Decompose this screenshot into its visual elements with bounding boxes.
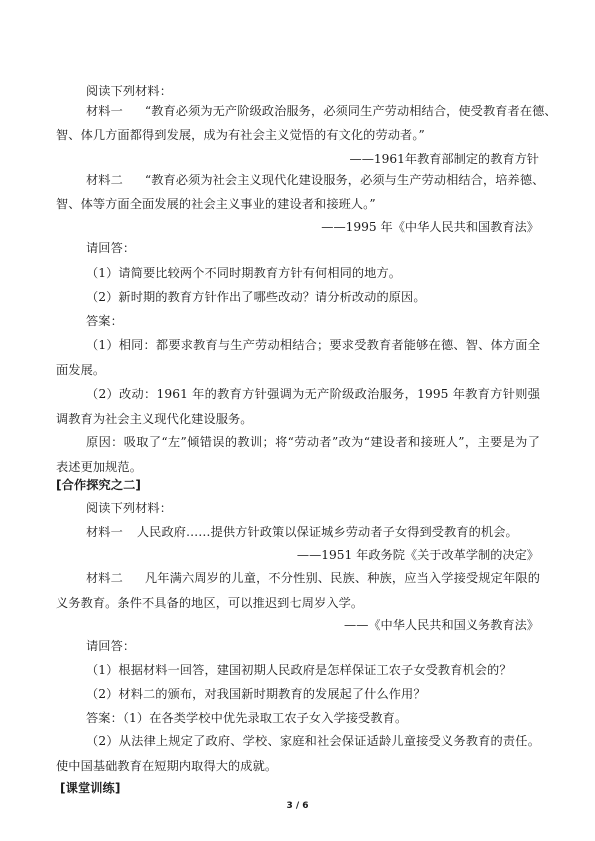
section2-ask: 请回答： (86, 639, 136, 653)
section2-material1-source: ——1951 年政务院《关于改革学制的决定》 (296, 548, 539, 562)
section1-material2-text-line2: 智、体等方面全面发展的社会主义事业的建设者和接班人。” (56, 197, 376, 211)
section1-material2-source: ——1995 年《中华人民共和国教育法》 (321, 220, 539, 234)
section1-material1-line1 (86, 103, 557, 119)
section1-material2-label: 材料二 (86, 173, 123, 187)
section3-heading: [课堂训练] (60, 781, 121, 795)
section1-material1-label: 材料一 (86, 104, 123, 118)
section1-question1: （1）请简要比较两个不同时期教育方针有何相同的地方。 (86, 266, 402, 280)
section1-material1-source: ——1961年教育部制定的教育方针 (349, 152, 539, 166)
section1-answer1: （1）相同：都要求教育与生产劳动相结合；要求受教育者能够在德、智、体方面全面发展。 (56, 338, 540, 377)
section2-answer1: 答案：（1）在各类学校中优先录取工农子女入学接受教育。 (86, 711, 408, 725)
section2-question2: （2）材料二的颁布，对我国新时期教育的发展起了什么作用？ (86, 687, 426, 701)
section2-material1-label: 材料一 (86, 525, 123, 539)
section2-answer2: （2）从法律上规定了政府、学校、家庭和社会保证适龄儿童接受义务教育的责任。使中国基础教育在短期内取得大的成就。 (56, 734, 540, 773)
page-number: 3 / 6 (286, 801, 309, 811)
section2-material2-text: 凡年满六周岁的儿童，不分性别、民族、种族，应当入学接受规定年限的义务教育。条件不具备的地区，可以推迟到七周岁入学。 (56, 571, 540, 610)
section1-ask: 请回答： (86, 241, 136, 255)
section2-heading: [合作探究之二] (56, 478, 142, 492)
section2-material1-text: 人民政府……提供方针政策以保证城乡劳动者子女得到受教育的机会。 (136, 525, 518, 539)
section1-material2-line1 (86, 172, 544, 188)
section2-intro: 阅读下列材料： (86, 501, 173, 515)
section2-material2-source: ——《中华人民共和国义务教育法》 (344, 618, 539, 632)
section1-answer2: （2）改动：1961 年的教育方针强调为无产阶级政治服务，1995 年教育方针则强调教育为社会主义现代化建设服务。 (56, 387, 540, 426)
section1-answer-label: 答案： (86, 314, 123, 328)
section1-material1-text-line1: “教育必须为无产阶级政治服务，必须同生产劳动相结合，使受教育者在德、 (144, 104, 557, 118)
section1-answer3: 原因：吸取了“左”倾错误的教训；将“劳动者”改为“建设者和接班人”，主要是为了表述更加规范。 (56, 435, 540, 474)
section1-intro: 阅读下列材料： (86, 84, 173, 98)
section1-material2-text-line1: “教育必须为社会主义现代化建设服务，必须与生产劳动相结合，培养德、 (144, 173, 545, 187)
section1-question2: （2）新时期的教育方针作出了哪些改动？请分析改动的原因。 (86, 290, 426, 304)
section2-question1: （1）根据材料一回答，建国初期人民政府是怎样保证工农子女受教育机会的？ (86, 663, 512, 677)
section2-material2-label: 材料二 (86, 571, 123, 585)
section2-material2 (56, 566, 540, 615)
section1-material1-text-line2: 智、体几方面都得到发展，成为有社会主义觉悟的有文化的劳动者。” (56, 128, 425, 142)
section2-material1 (86, 524, 518, 540)
